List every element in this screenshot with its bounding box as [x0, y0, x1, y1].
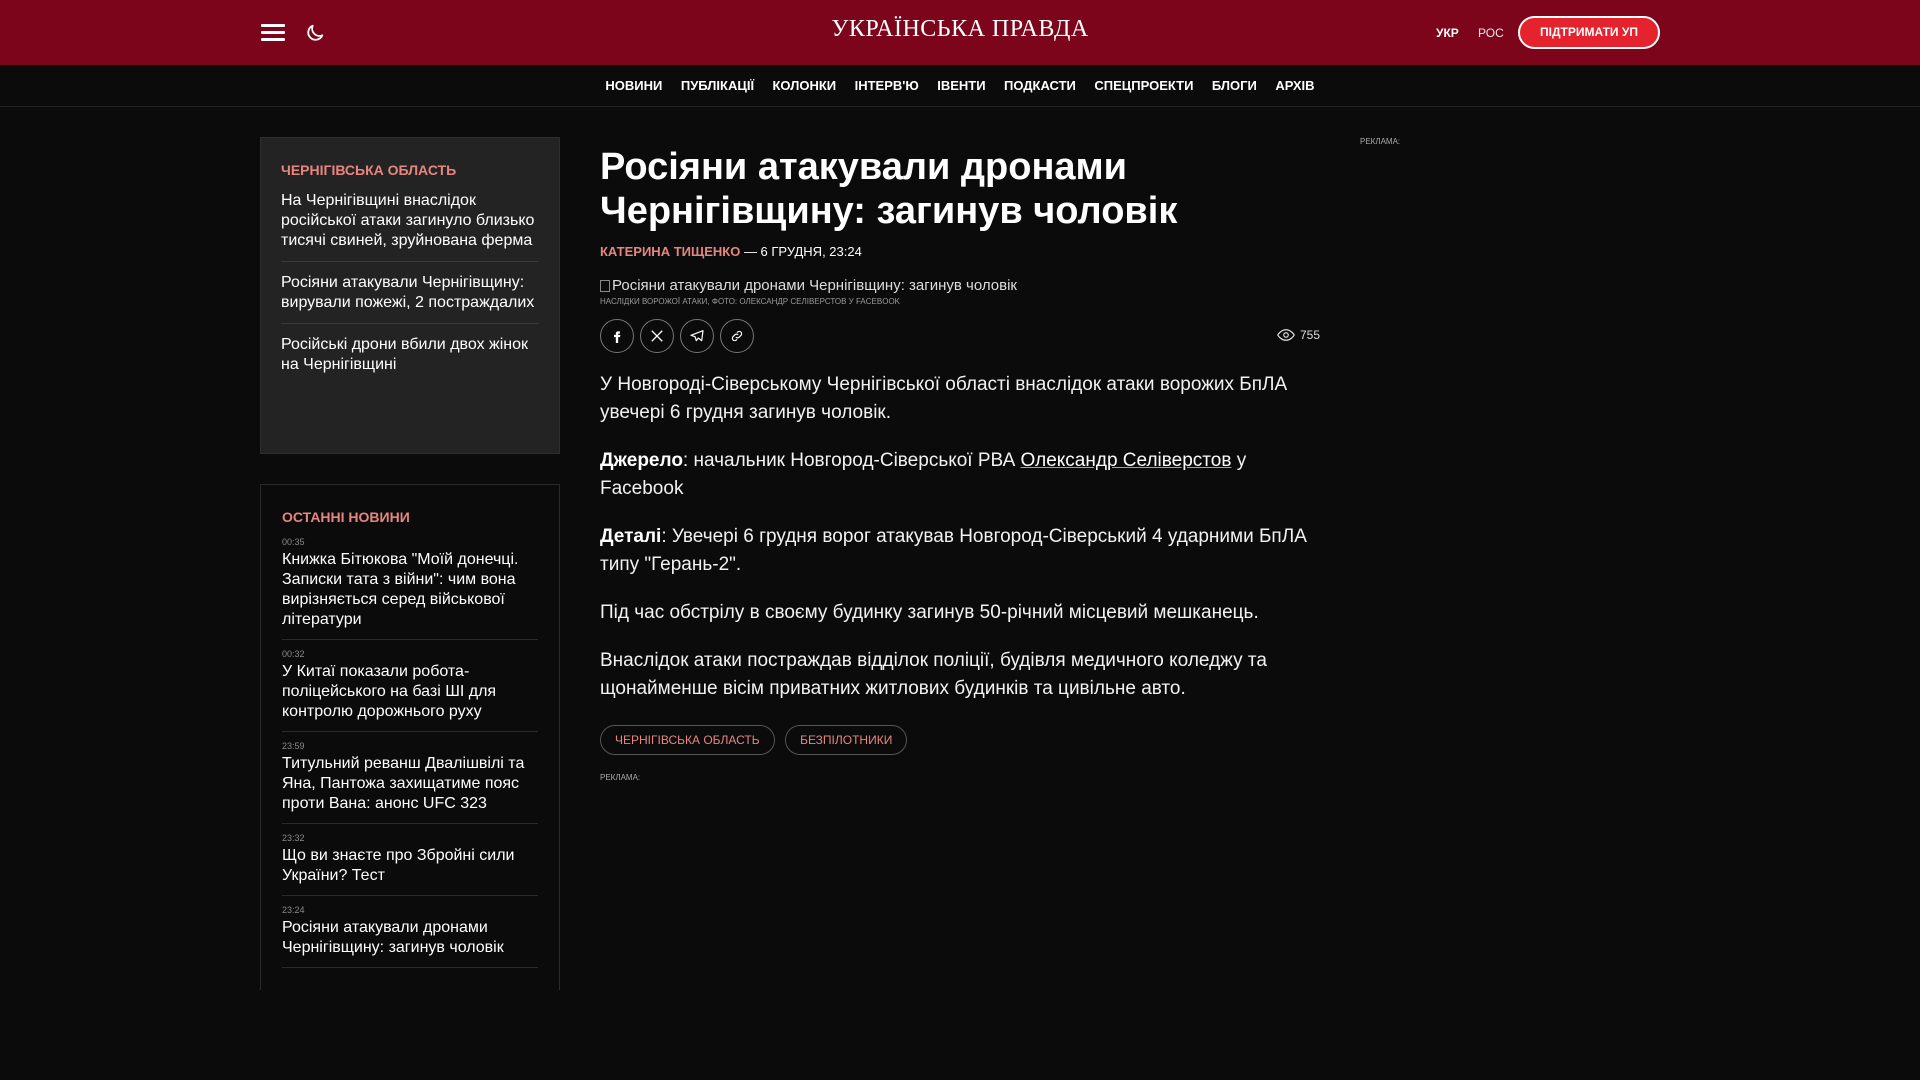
paragraph — [600, 523, 1320, 579]
telegram-icon — [689, 328, 705, 344]
region-news-block — [260, 137, 560, 454]
nav-archive[interactable]: АРХІВ — [1275, 78, 1315, 93]
latest-news-title[interactable]: ОСТАННІ НОВИНИ — [282, 509, 410, 525]
site-logo[interactable]: УКРАЇНСЬКА ПРАВДА — [831, 16, 1089, 42]
source-link[interactable]: Олександр Селіверстов — [1020, 450, 1232, 471]
view-counter — [1277, 328, 1320, 342]
sidebar-ad-label: РЕКЛАМА: — [1360, 137, 1401, 146]
latest-news-block — [260, 484, 560, 990]
news-time: 00:32 — [282, 649, 305, 659]
nav-blogs[interactable]: БЛОГИ — [1211, 78, 1257, 93]
source-text: : начальник Новгород-Сіверської РВА — [682, 450, 1021, 471]
article-title: Росіяни атакували дронами Чернігівщину: загинув чоловік — [600, 146, 1178, 232]
news-title[interactable]: Росіяни атакували дронами Чернігівщину: загинув чоловік — [282, 919, 504, 956]
latest-news-item[interactable] — [282, 537, 538, 640]
nav-events[interactable]: ІВЕНТИ — [937, 78, 986, 93]
news-title[interactable]: Що ви знаєте про Збройні сили України? Тест — [282, 847, 515, 884]
facebook-share-button[interactable] — [600, 319, 634, 353]
x-share-button[interactable] — [640, 319, 674, 353]
link-icon — [730, 329, 744, 343]
eye-icon — [1277, 329, 1295, 341]
facebook-icon — [610, 329, 624, 343]
nav-interviews[interactable]: ІНТЕРВ'Ю — [854, 78, 919, 93]
nav-news[interactable]: НОВИНИ — [605, 78, 663, 93]
paragraph: У Новгороді-Сіверському Чернігівської області внаслідок атаки ворожих БпЛА увечері 6 грудня загинув чоловік. — [600, 374, 1288, 423]
x-icon — [650, 329, 664, 343]
support-button[interactable]: ПІДТРИМАТИ УП — [1518, 16, 1660, 49]
news-title[interactable]: Титульний реванш Двалішвілі та Яна, Пантожа захищатиме пояс проти Вана: анонс UFC 323 — [282, 755, 525, 812]
copy-link-button[interactable] — [720, 319, 754, 353]
article-body — [600, 371, 1320, 703]
share-bar — [600, 319, 1320, 355]
author-link[interactable]: КАТЕРИНА ТИЩЕНКО — [600, 244, 741, 259]
news-time: 00:35 — [282, 537, 305, 547]
latest-news-item[interactable] — [282, 741, 538, 824]
view-count: 755 — [1299, 328, 1320, 342]
paragraph — [600, 447, 1320, 503]
region-news-item[interactable]: На Чернігівщині внаслідок російської атаки загинуло близько тисячі свиней, зруйнована ферма — [281, 191, 539, 262]
lang-ros-link[interactable]: РОС — [1478, 26, 1504, 40]
paragraph: Внаслідок атаки постраждав відділок поліції, будівля медичного коледжу та щонайменше вісім приватних житлових будинків та цивільне авто. — [600, 650, 1267, 699]
image-caption: НАСЛІДКИ ВОРОЖОЇ АТАКИ, ФОТО: ОЛЕКСАНДР СЕЛІВЕРСТОВ У FACEBOOK — [600, 297, 900, 306]
tag-chernihiv[interactable]: ЧЕРНІГІВСЬКА ОБЛАСТЬ — [600, 725, 775, 755]
news-title[interactable]: У Китаї показали робота-поліцейського на базі ШІ для контролю дорожнього руху — [282, 663, 497, 720]
image-alt-text: Росіяни атакували дронами Чернігівщину: загинув чоловік — [612, 277, 1017, 294]
source-label: Джерело — [600, 450, 683, 471]
latest-news-item[interactable] — [282, 649, 538, 732]
broken-image-icon — [600, 280, 610, 292]
details-label: Деталі — [600, 526, 662, 547]
publish-date: — 6 ГРУДНЯ, 23:24 — [740, 244, 862, 259]
telegram-share-button[interactable] — [680, 319, 714, 353]
tag-list — [600, 725, 1320, 755]
region-news-item[interactable]: Росіяни атакували Чернігівщину: вирували пожежі, 2 постраждалих — [281, 273, 539, 324]
region-news-item[interactable]: Російські дрони вбили двох жінок на Чернігівщині — [281, 336, 528, 373]
latest-news-item[interactable] — [282, 905, 538, 968]
top-header — [0, 0, 1920, 65]
details-text: : Увечері 6 грудня ворог атакував Новгород-Сіверський 4 ударними БпЛА типу "Герань-2". — [600, 526, 1307, 575]
news-time: 23:24 — [282, 905, 305, 915]
news-title[interactable]: Книжка Бітюкова "Моїй донечці. Записки тата з війни": чим вона вирізняється серед військової літератури — [282, 551, 519, 628]
nav-special-projects[interactable]: СПЕЦПРОЕКТИ — [1094, 78, 1194, 93]
news-time: 23:59 — [282, 741, 305, 751]
source-tail: у Facebook — [600, 450, 1247, 499]
ad-label: РЕКЛАМА: — [600, 773, 641, 782]
latest-news-item[interactable] — [282, 833, 538, 896]
news-time: 23:32 — [282, 833, 305, 843]
nav-podcasts[interactable]: ПОДКАСТИ — [1004, 78, 1076, 93]
main-nav — [0, 65, 1920, 107]
region-title[interactable]: ЧЕРНІГІВСЬКА ОБЛАСТЬ — [281, 162, 457, 178]
nav-publications[interactable]: ПУБЛІКАЦІЇ — [680, 78, 755, 93]
lang-ukr-link[interactable]: УКР — [1436, 26, 1459, 40]
article — [600, 145, 1320, 782]
nav-columns[interactable]: КОЛОНКИ — [772, 78, 837, 93]
byline — [600, 244, 1320, 259]
tag-drones[interactable]: БЕЗПІЛОТНИКИ — [785, 725, 907, 755]
paragraph: Під час обстрілу в своєму будинку загинув 50-річний місцевий мешканець. — [600, 602, 1259, 623]
article-image — [600, 277, 1320, 294]
